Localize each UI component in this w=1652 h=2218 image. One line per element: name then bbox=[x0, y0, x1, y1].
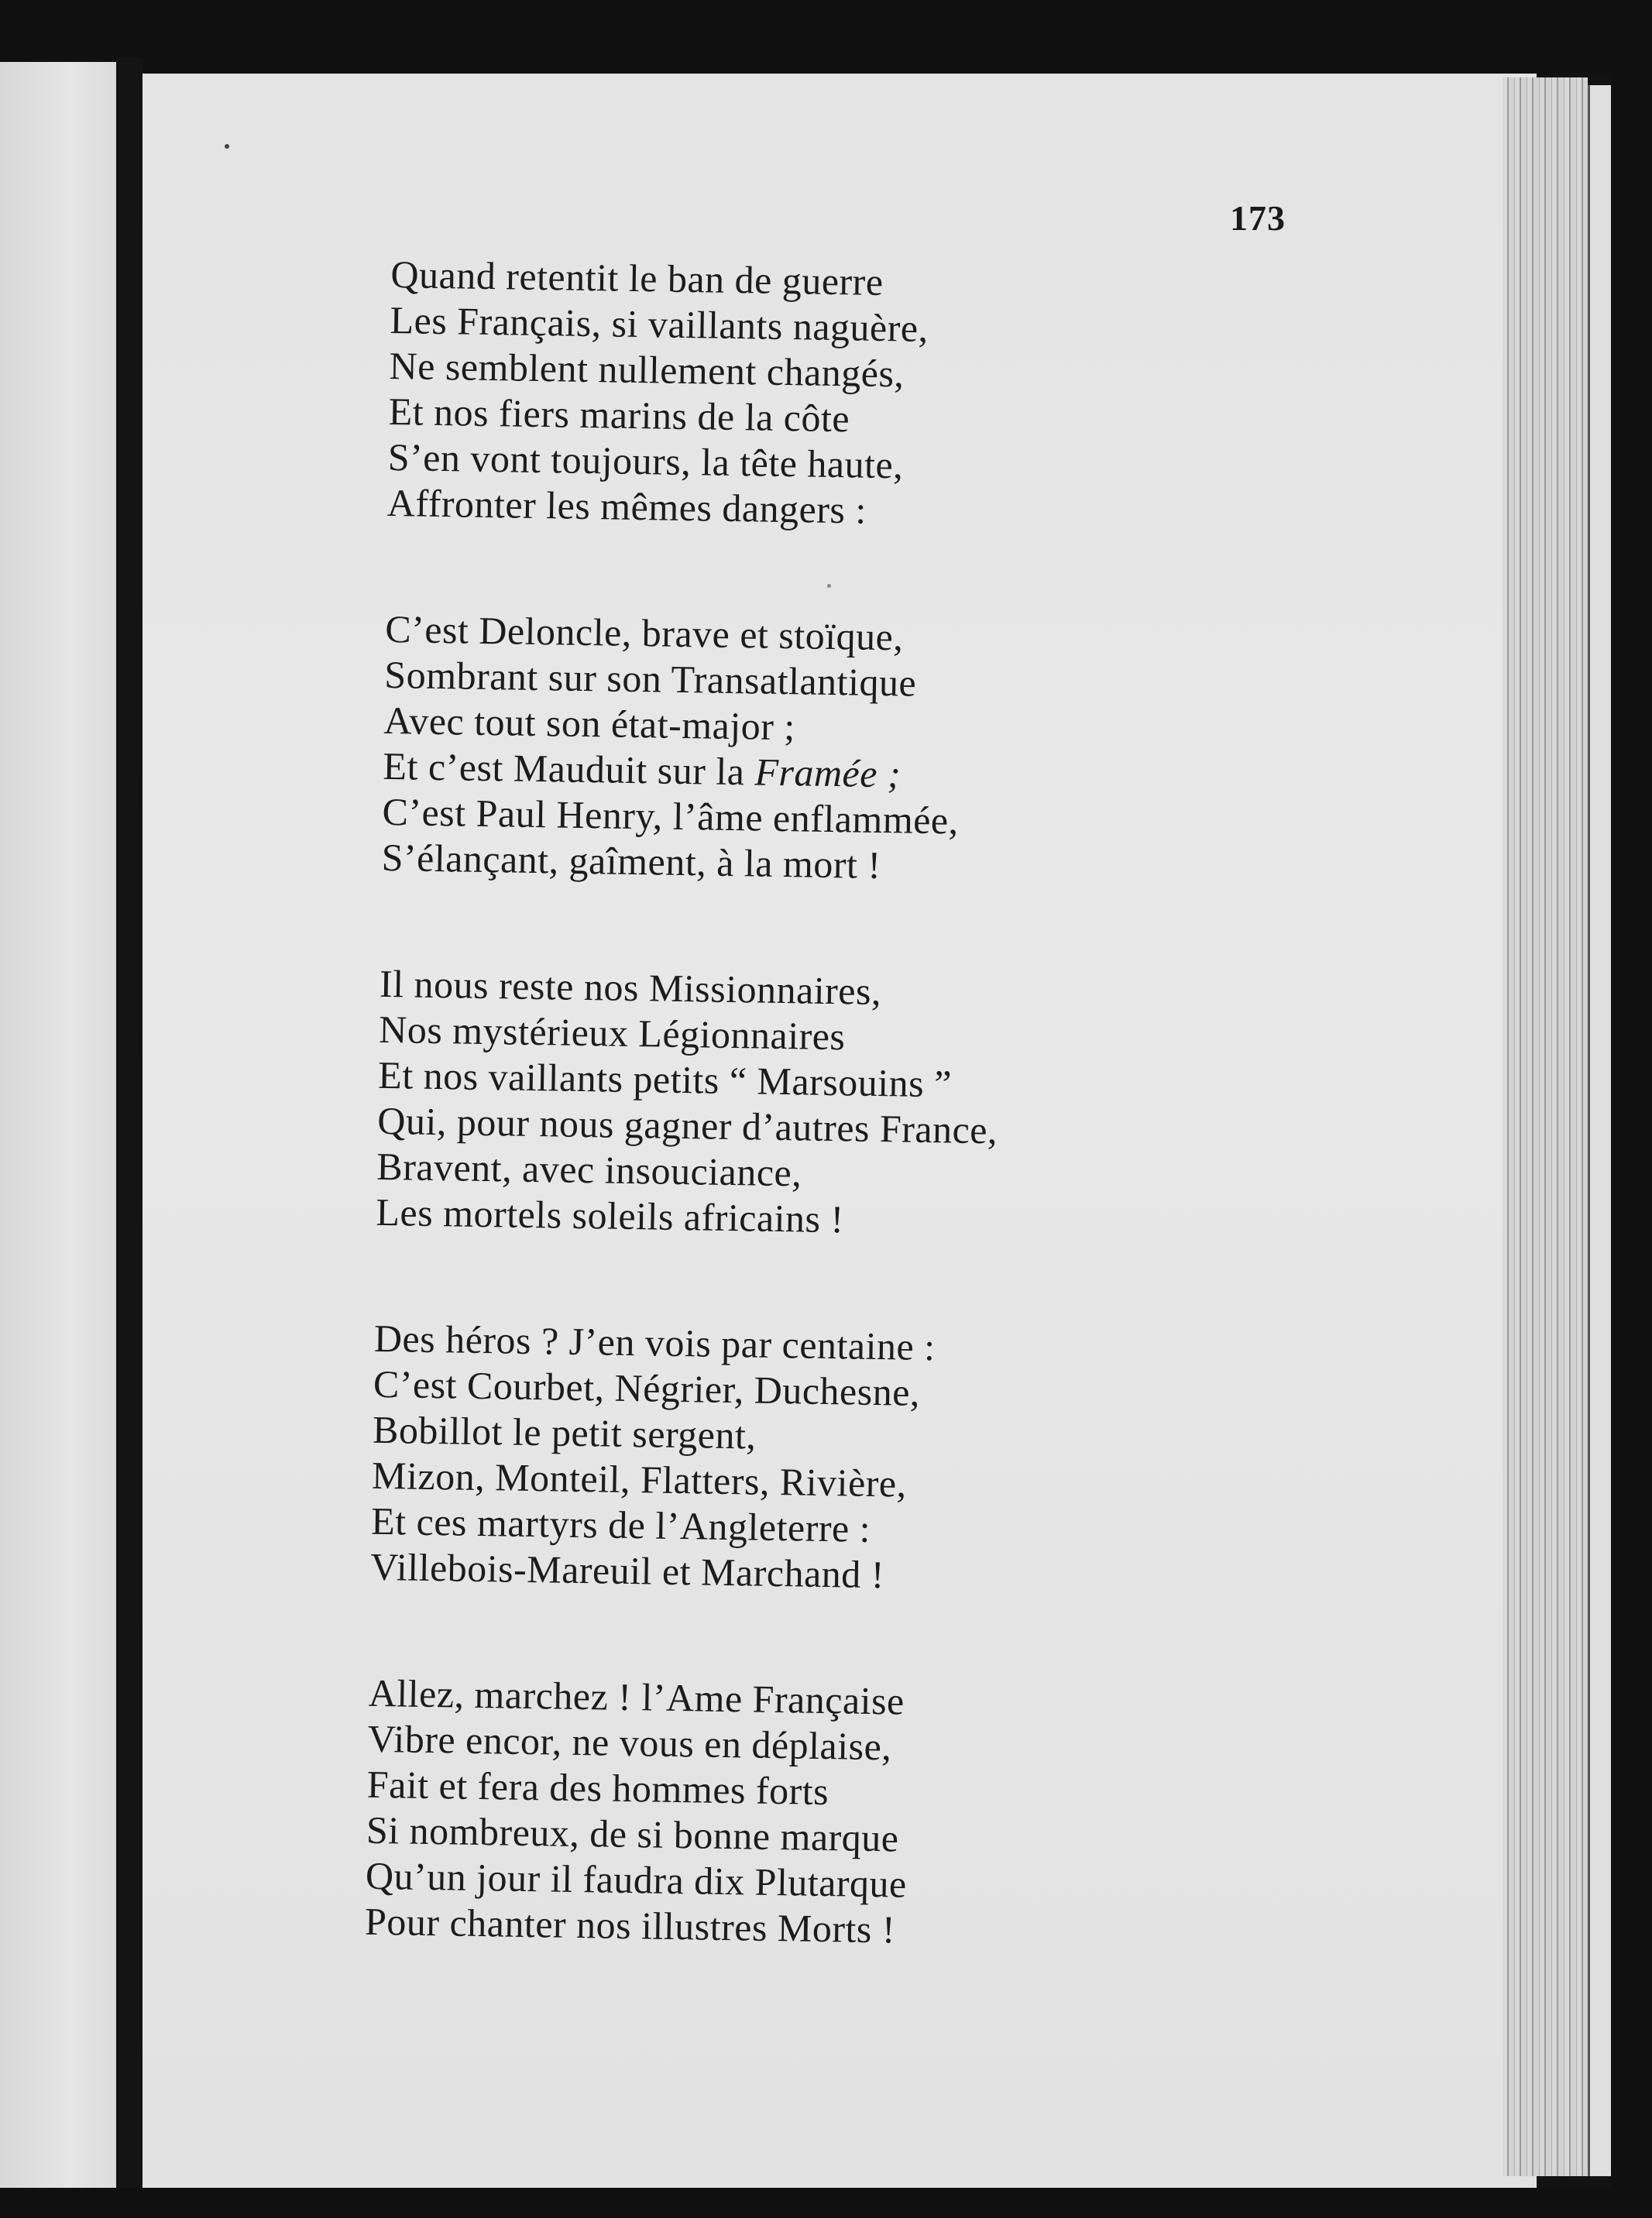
stanza-3 bbox=[376, 961, 1231, 1248]
poem-line: Vibre encor, ne vous en déplaise, bbox=[367, 1716, 892, 1769]
poem-line: Villebois-Mareuil et Marchand ! bbox=[369, 1544, 885, 1597]
poem-line: Si nombreux, de si bonne marque bbox=[366, 1808, 899, 1860]
ship-name-italic: Framée ; bbox=[754, 750, 902, 796]
poem-line: Fait et fera des hommes forts bbox=[366, 1762, 829, 1814]
poem-line: C’est Courbet, Négrier, Duchesne, bbox=[373, 1361, 921, 1414]
poem-line: Mizon, Monteil, Flatters, Rivière, bbox=[371, 1453, 908, 1506]
poem-line: Il nous reste nos Missionnaires, bbox=[379, 961, 882, 1014]
poem-line: Les mortels soleils africains ! bbox=[376, 1190, 845, 1241]
poem-line: Allez, marchez ! l’Ame Française bbox=[368, 1670, 905, 1723]
poem-line: Pour chanter nos illustres Morts ! bbox=[364, 1899, 896, 1952]
stanza-4 bbox=[370, 1316, 1226, 1603]
scan-border-bottom bbox=[0, 2188, 1652, 2218]
stanza-5 bbox=[365, 1670, 1221, 1958]
poem bbox=[363, 252, 1243, 2038]
poem-line: S’élançant, gaîment, à la mort ! bbox=[381, 835, 882, 888]
previous-page-edge bbox=[0, 62, 116, 2215]
poem-line: C’est Deloncle, brave et stoïque, bbox=[384, 606, 904, 659]
poem-line: Et nos fiers marins de la côte bbox=[388, 389, 850, 441]
page-stack-edges bbox=[1503, 77, 1588, 2176]
scan-border-right bbox=[1611, 0, 1652, 2218]
scan-border-top bbox=[0, 0, 1652, 74]
poem-line: S’en vont toujours, la tête haute, bbox=[387, 434, 904, 487]
poem-line: Les Français, si vaillants naguère, bbox=[390, 297, 929, 350]
poem-line: Bravent, avec insouciance, bbox=[376, 1144, 802, 1195]
poem-line: Qui, pour nous gagner d’autres France, bbox=[376, 1098, 998, 1152]
poem-line: Nos mystérieux Légionnaires bbox=[378, 1007, 846, 1059]
poem-line: Des héros ? J’en vois par centaine : bbox=[373, 1316, 936, 1369]
poem-line: Avec tout son état-major ; bbox=[383, 698, 796, 749]
dust-speck bbox=[225, 144, 229, 149]
poem-line: Et ces martyrs de l’Angleterre : bbox=[370, 1499, 871, 1550]
poem-line: Et nos vaillants petits “ Marsouins ” bbox=[377, 1052, 953, 1106]
book-gutter bbox=[116, 58, 143, 2218]
stanza-1 bbox=[386, 252, 1242, 539]
cover-edge bbox=[1588, 85, 1613, 2176]
stanza-2 bbox=[381, 606, 1237, 894]
page-number: 173 bbox=[1230, 198, 1286, 238]
poem-line: Ne semblent nullement changés, bbox=[389, 343, 905, 396]
poem-line: C’est Paul Henry, l’âme enflammée, bbox=[382, 789, 960, 843]
poem-line: Qu’un jour il faudra dix Plutarque bbox=[365, 1853, 908, 1906]
poem-line: Bobillot le petit sergent, bbox=[372, 1407, 757, 1457]
poem-line-text: Et c’est Mauduit sur la bbox=[383, 743, 745, 794]
poem-line: Sombrant sur son Transatlantique bbox=[383, 652, 917, 705]
poem-line: Quand retentit le ban de guerre bbox=[390, 252, 884, 304]
poem-line: Affronter les mêmes dangers : bbox=[386, 480, 867, 532]
